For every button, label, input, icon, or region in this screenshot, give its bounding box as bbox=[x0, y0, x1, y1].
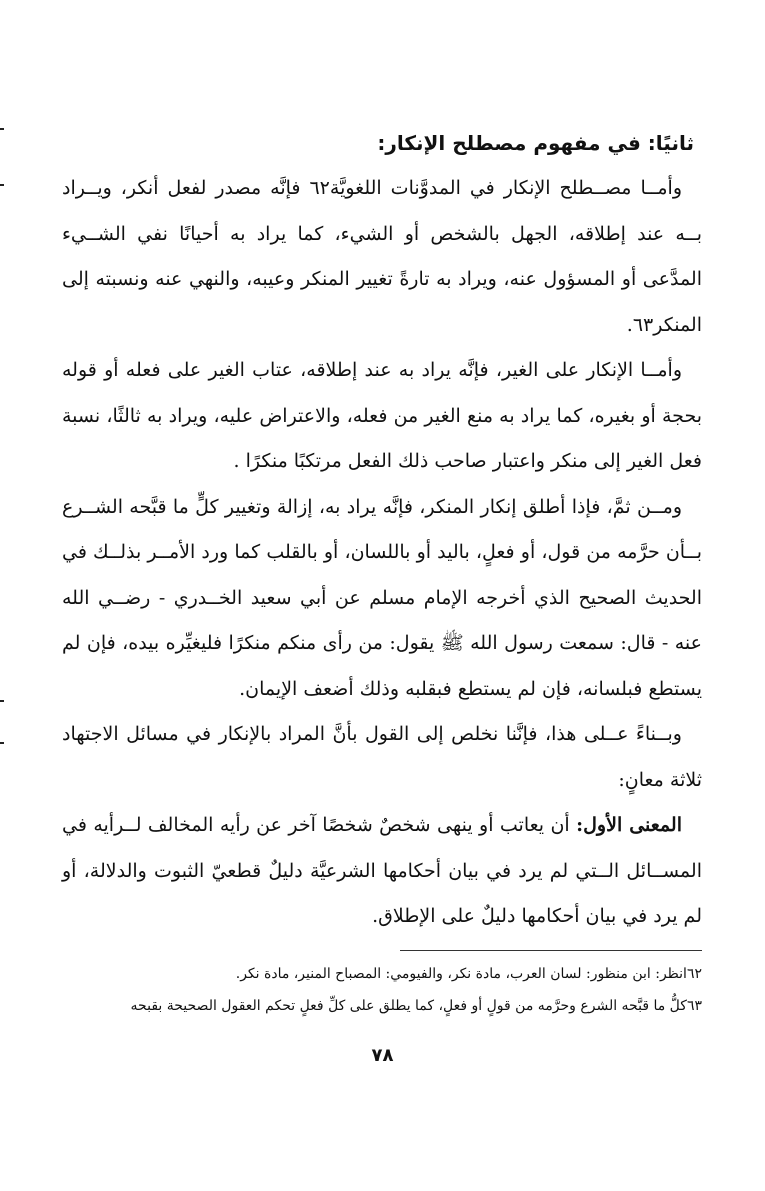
page-number: ٧٨ bbox=[371, 1045, 394, 1066]
paragraph: وبــناءً عــلى هذا، فإنَّنا نخلص إلى القول بأنَّ المراد بالإنكار في مسائل الاجتهاد ثلاثة معانٍ: bbox=[62, 723, 702, 791]
main-text bbox=[62, 120, 702, 940]
footnotes bbox=[62, 958, 702, 1022]
paragraph-meaning-one bbox=[62, 803, 702, 940]
margin-mark bbox=[0, 184, 4, 186]
footnote: ٦٢انظر: ابن منظور: لسان العرب، مادة نكر، والفيومي: المصباح المنير، مادة نكر. bbox=[235, 966, 702, 982]
section-heading: ثانيًا: في مفهوم مصطلح الإنكار: bbox=[377, 131, 694, 155]
footnote-divider bbox=[400, 950, 702, 951]
paragraph: ومــن ثمَّ، فإذا أطلق إنكار المنكر، فإنَّه يراد به، إزالة وتغيير كلٍّ ما قبَّحه الشــرع بــأن حرَّمه من قول، أو فعلٍ، باليد أو باللسان، أو بالقلب كما ورد الأمــر بذلــك في الحديث الصحيح الذي أخرجه الإمام مسلم عن أبي سعيد الخــدري - رضــي الله عنه - قال: سمعت رسول الله ﷺ يقول: من رأى منكم منكرًا فليغيِّره بيده، فإن لم يستطع فبلسانه، فإن لم يستطع فبقلبه وذلك أضعف الإيمان. bbox=[62, 495, 702, 700]
meaning-one-text: أن يعاتب أو ينهى شخصٌ شخصًا آخر عن رأيه المخالف لــرأيه في المســائل الــتي لم يرد في بيان أحكامها الشرعيَّة دليلٌ قطعيّ الثبوت والدلالة، أو لم يرد في بيان أحكامها دليلٌ على الإطلاق. bbox=[62, 814, 702, 927]
footnote: ٦٣كلُّ ما قبَّحه الشرع وحرَّمه من قولٍ أو فعلٍ، كما يطلق على كلِّ فعلٍ تحكم العقول الصحيحة بقبحه bbox=[130, 998, 702, 1014]
paragraph: وأمــا الإنكار على الغير، فإنَّه يراد به عند إطلاقه، عتاب الغير على فعله أو قوله بحجة أو بغيره، كما يراد به منع الغير من فعله، والاعتراض عليه، ويراد به ثالثًا، نسبة فعل الغير إلى منكر واعتبار صاحب ذلك الفعل مرتكبًا منكرًا . bbox=[62, 359, 702, 472]
meaning-one-lead: المعنى الأول: bbox=[576, 814, 682, 836]
margin-mark bbox=[0, 742, 4, 744]
margin-mark bbox=[0, 128, 4, 130]
paragraph: وأمــا مصــطلح الإنكار في المدوَّنات اللغويَّة٦٢ فإنَّه مصدر لفعل أنكر، ويــراد بــه عند إطلاقه، الجهل بالشخص أو الشيء، كما يراد به أحيانًا نفي الشــيء المدَّعى أو المسؤول عنه، ويراد به تارةً تغيير المنكر وعيبه، والنهي عنه ونسبته إلى المنكر٦٣. bbox=[62, 177, 702, 336]
margin-mark bbox=[0, 700, 4, 702]
